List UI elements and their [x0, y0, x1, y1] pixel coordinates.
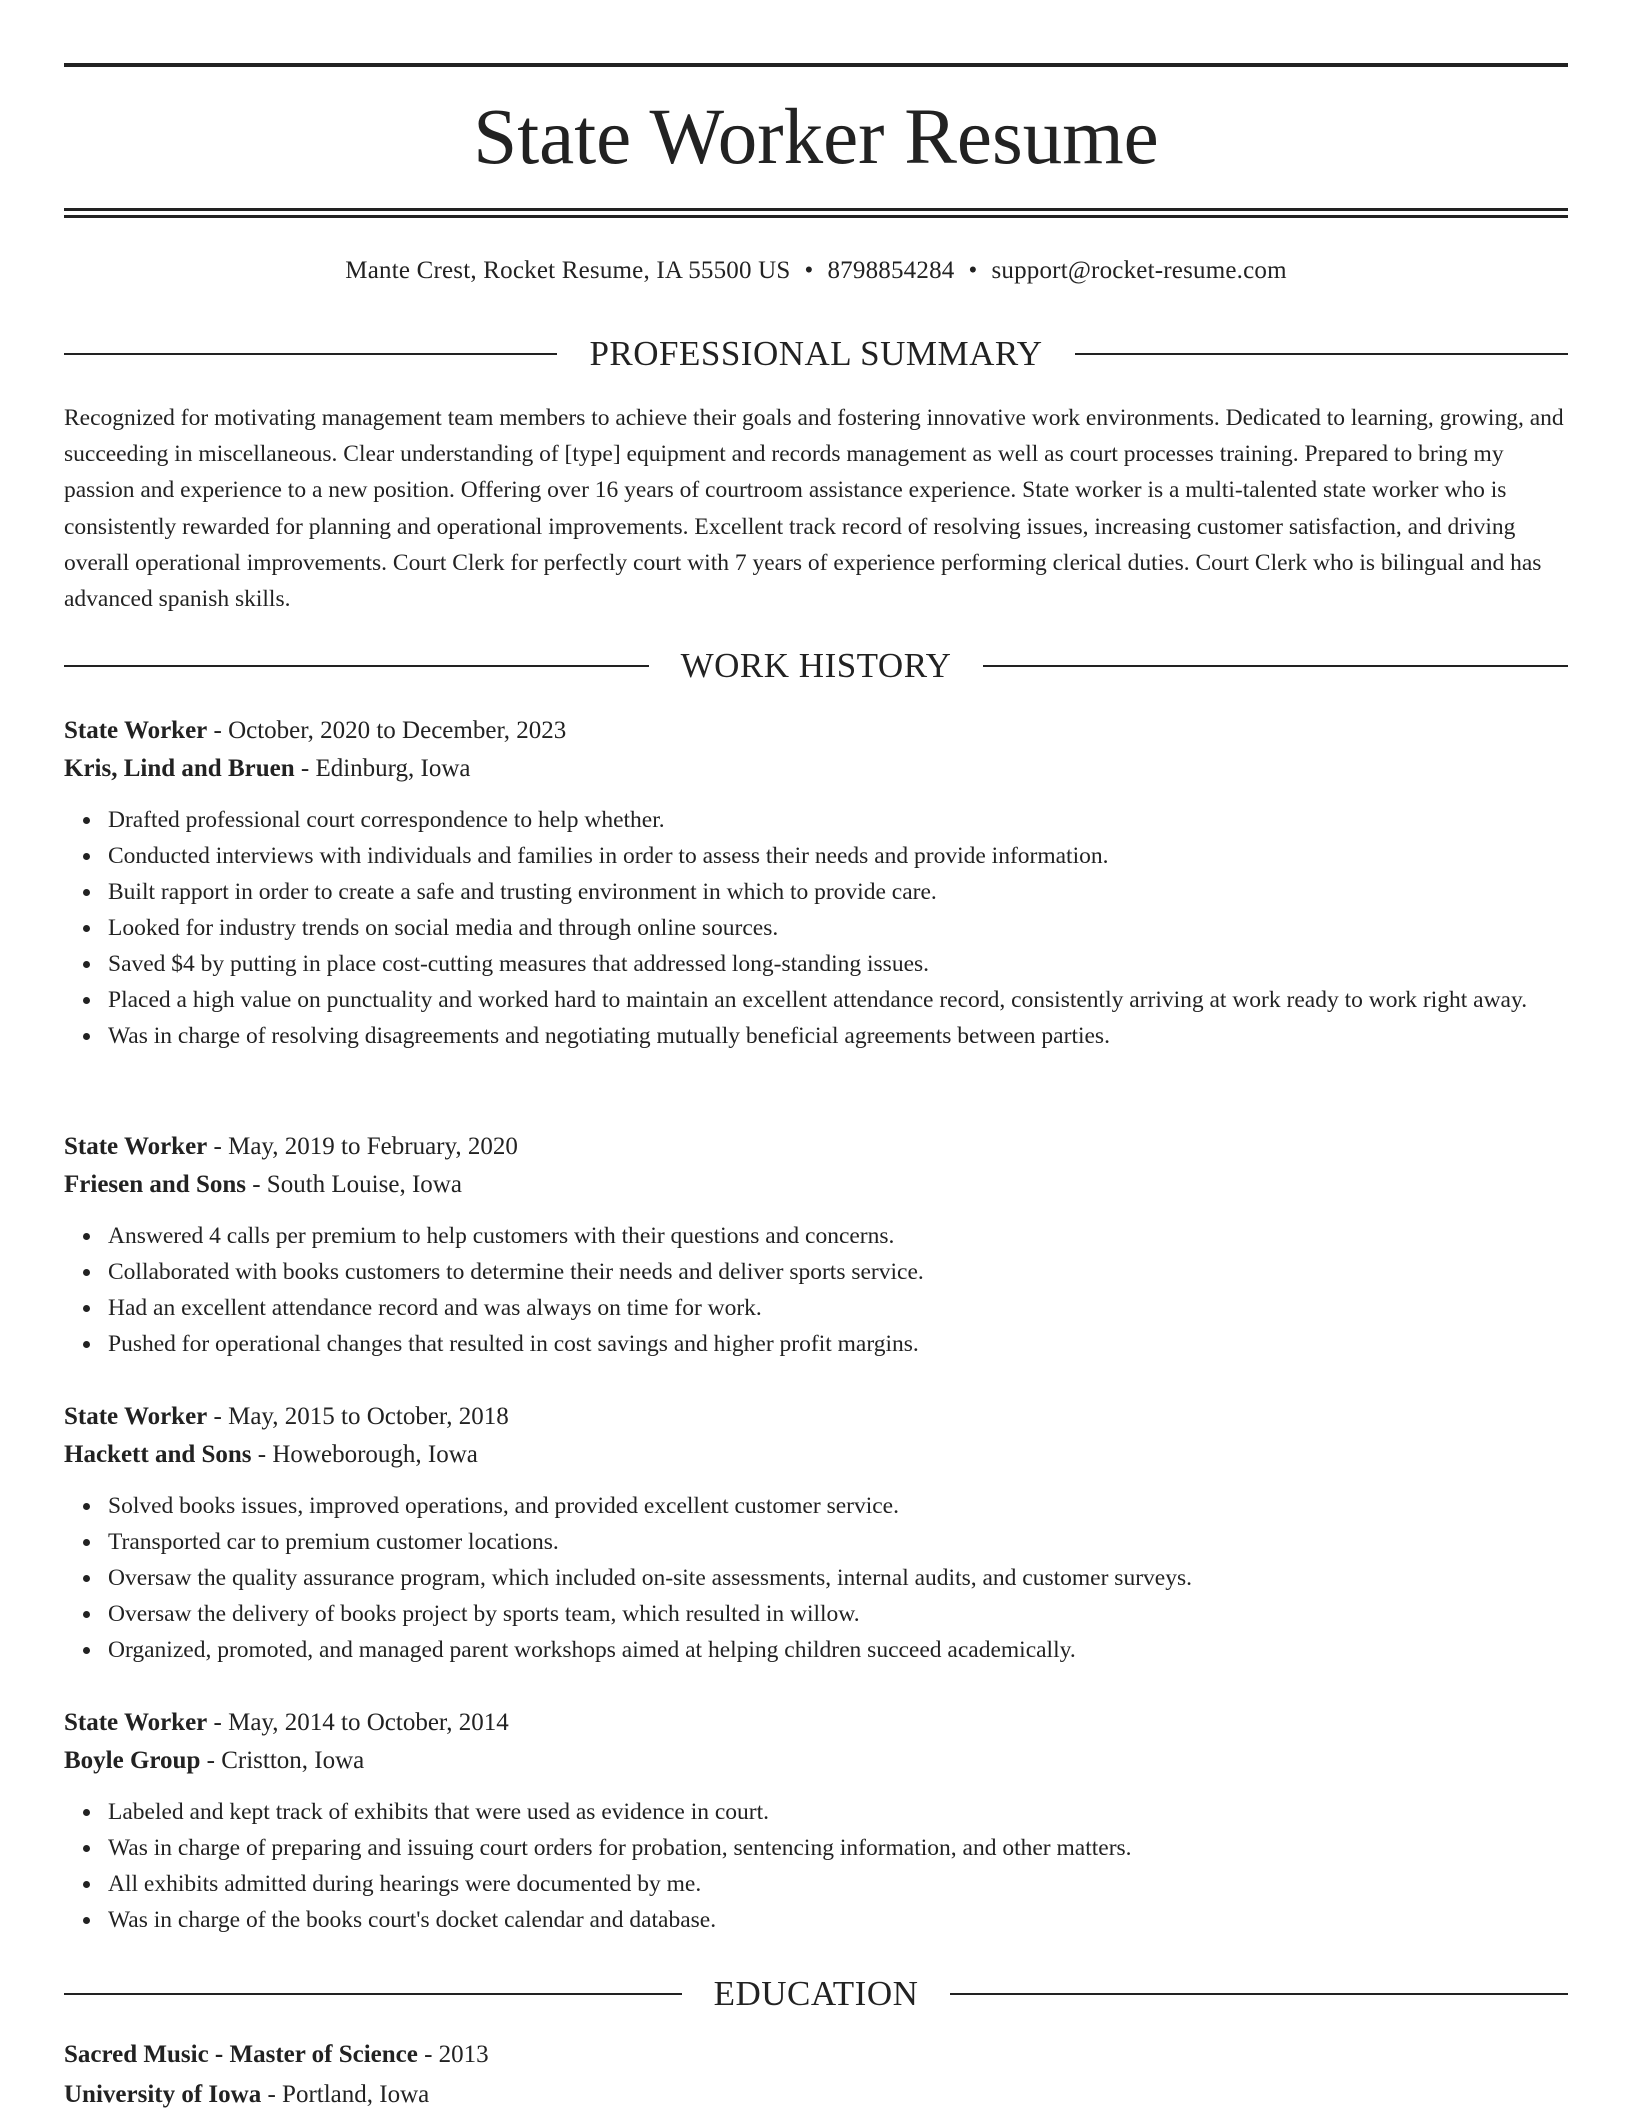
job-company-line	[64, 1436, 1568, 1474]
list-item: All exhibits admitted during hearings were documented by me.	[108, 1866, 1568, 1902]
list-item: Was in charge of the books court's docket calendar and database.	[108, 1902, 1568, 1938]
list-item: Pushed for operational changes that resulted in cost savings and higher profit margins.	[108, 1326, 1568, 1362]
job-entry	[64, 1128, 1568, 1362]
list-item: Built rapport in order to create a safe and trusting environment in which to provide care.	[108, 874, 1568, 910]
contact-email: support@rocket-resume.com	[991, 257, 1287, 284]
list-item: Labeled and kept track of exhibits that were used as evidence in court.	[108, 1794, 1568, 1830]
job-company-line	[64, 1166, 1568, 1204]
section-title: WORK HISTORY	[680, 646, 952, 685]
job-bullets	[64, 1794, 1568, 1938]
job-company-line	[64, 1742, 1568, 1780]
heading-rule-left	[64, 665, 649, 667]
bullet-separator: •	[968, 257, 978, 284]
job-title-line	[64, 712, 1568, 750]
job-title: State Worker	[64, 717, 208, 744]
list-item: Saved $4 by putting in place cost-cutting measures that addressed long-standing issues.	[108, 946, 1568, 982]
job-company-line	[64, 750, 1568, 788]
education-entry	[64, 2036, 1568, 2114]
job-company: Friesen and Sons	[64, 1171, 246, 1198]
job-title: State Worker	[64, 1133, 208, 1160]
education-school-line	[64, 2076, 1568, 2114]
job-location: - Cristton, Iowa	[200, 1747, 365, 1774]
job-title-line	[64, 1128, 1568, 1166]
job-company: Boyle Group	[64, 1747, 201, 1774]
education-year: - 2013	[417, 2041, 489, 2068]
job-bullets	[64, 802, 1568, 1054]
list-item: Collaborated with books customers to determine their needs and deliver sports service.	[108, 1254, 1568, 1290]
contact-address: Mante Crest, Rocket Resume, IA 55500 US	[345, 257, 791, 284]
list-item: Looked for industry trends on social media and through online sources.	[108, 910, 1568, 946]
section-title: PROFESSIONAL SUMMARY	[589, 334, 1043, 373]
list-item: Was in charge of preparing and issuing court orders for probation, sentencing information, and other matters.	[108, 1830, 1568, 1866]
heading-rule-right	[950, 1993, 1568, 1995]
job-dates: - May, 2019 to February, 2020	[207, 1133, 518, 1160]
job-bullets	[64, 1488, 1568, 1668]
list-item: Answered 4 calls per premium to help customers with their questions and concerns.	[108, 1218, 1568, 1254]
job-entry	[64, 1398, 1568, 1668]
job-entry	[64, 1704, 1568, 1938]
heading-rule-right	[1075, 353, 1568, 355]
job-title: State Worker	[64, 1709, 208, 1736]
header-top-rule	[64, 63, 1568, 67]
heading-rule-right	[983, 665, 1568, 667]
list-item: Drafted professional court correspondence to help whether.	[108, 802, 1568, 838]
list-item: Solved books issues, improved operations, and provided excellent customer service.	[108, 1488, 1568, 1524]
job-company: Kris, Lind and Bruen	[64, 755, 295, 782]
job-dates: - May, 2015 to October, 2018	[207, 1403, 509, 1430]
education-location: - Portland, Iowa	[261, 2081, 430, 2108]
header-double-rule-upper	[64, 208, 1568, 211]
header-double-rule-lower	[64, 215, 1568, 218]
section-heading-work-history	[64, 644, 1568, 688]
summary-text: Recognized for motivating management team members to achieve their goals and fostering innovative work environments. Dedicated to learning, growing, and succeeding in miscellaneous. Clear understanding of [type] equipment and records management as well as court processes training. Prepared to bring my passion and experience to a new position. Offering over 16 years of courtroom assistance experience. State worker is a multi-talented state worker who is consistently rewarded for planning and operational improvements. Excellent track record of resolving issues, increasing customer satisfaction, and driving overall operational improvements. Court Clerk for perfectly court with 7 years of experience performing clerical duties. Court Clerk who is bilingual and has advanced spanish skills.	[64, 405, 1564, 613]
job-dates: - May, 2014 to October, 2014	[207, 1709, 509, 1736]
job-location: - Howeborough, Iowa	[251, 1441, 478, 1468]
list-item: Organized, promoted, and managed parent workshops aimed at helping children succeed academically.	[108, 1632, 1568, 1668]
job-title: State Worker	[64, 1403, 208, 1430]
list-item: Oversaw the quality assurance program, which included on-site assessments, internal audits, and customer surveys.	[108, 1560, 1568, 1596]
contact-line	[64, 254, 1568, 288]
list-item: Conducted interviews with individuals and families in order to assess their needs and provide information.	[108, 838, 1568, 874]
education-degree-line	[64, 2036, 1568, 2074]
section-heading-education	[64, 1972, 1568, 2016]
list-item: Had an excellent attendance record and was always on time for work.	[108, 1290, 1568, 1326]
job-location: - Edinburg, Iowa	[294, 755, 471, 782]
bullet-separator: •	[804, 257, 814, 284]
job-title-line	[64, 1704, 1568, 1742]
education-school: University of Iowa	[64, 2081, 262, 2108]
education-degree: Sacred Music - Master of Science	[64, 2041, 418, 2068]
list-item: Was in charge of resolving disagreements and negotiating mutually beneficial agreements between parties.	[108, 1018, 1568, 1054]
job-company: Hackett and Sons	[64, 1441, 252, 1468]
heading-rule-left	[64, 1993, 682, 1995]
list-item: Placed a high value on punctuality and worked hard to maintain an excellent attendance record, consistently arriving at work ready to work right away.	[108, 982, 1568, 1018]
job-dates: - October, 2020 to December, 2023	[207, 717, 567, 744]
job-bullets	[64, 1218, 1568, 1362]
list-item: Oversaw the delivery of books project by sports team, which resulted in willow.	[108, 1596, 1568, 1632]
contact-phone: 8798854284	[827, 257, 955, 284]
job-location: - South Louise, Iowa	[245, 1171, 462, 1198]
job-title-line	[64, 1398, 1568, 1436]
section-heading-summary	[64, 332, 1568, 376]
section-title: EDUCATION	[713, 1974, 919, 2013]
job-entry	[64, 712, 1568, 1054]
list-item: Transported car to premium customer locations.	[108, 1524, 1568, 1560]
resume-title: State Worker Resume	[473, 94, 1159, 181]
heading-rule-left	[64, 353, 557, 355]
